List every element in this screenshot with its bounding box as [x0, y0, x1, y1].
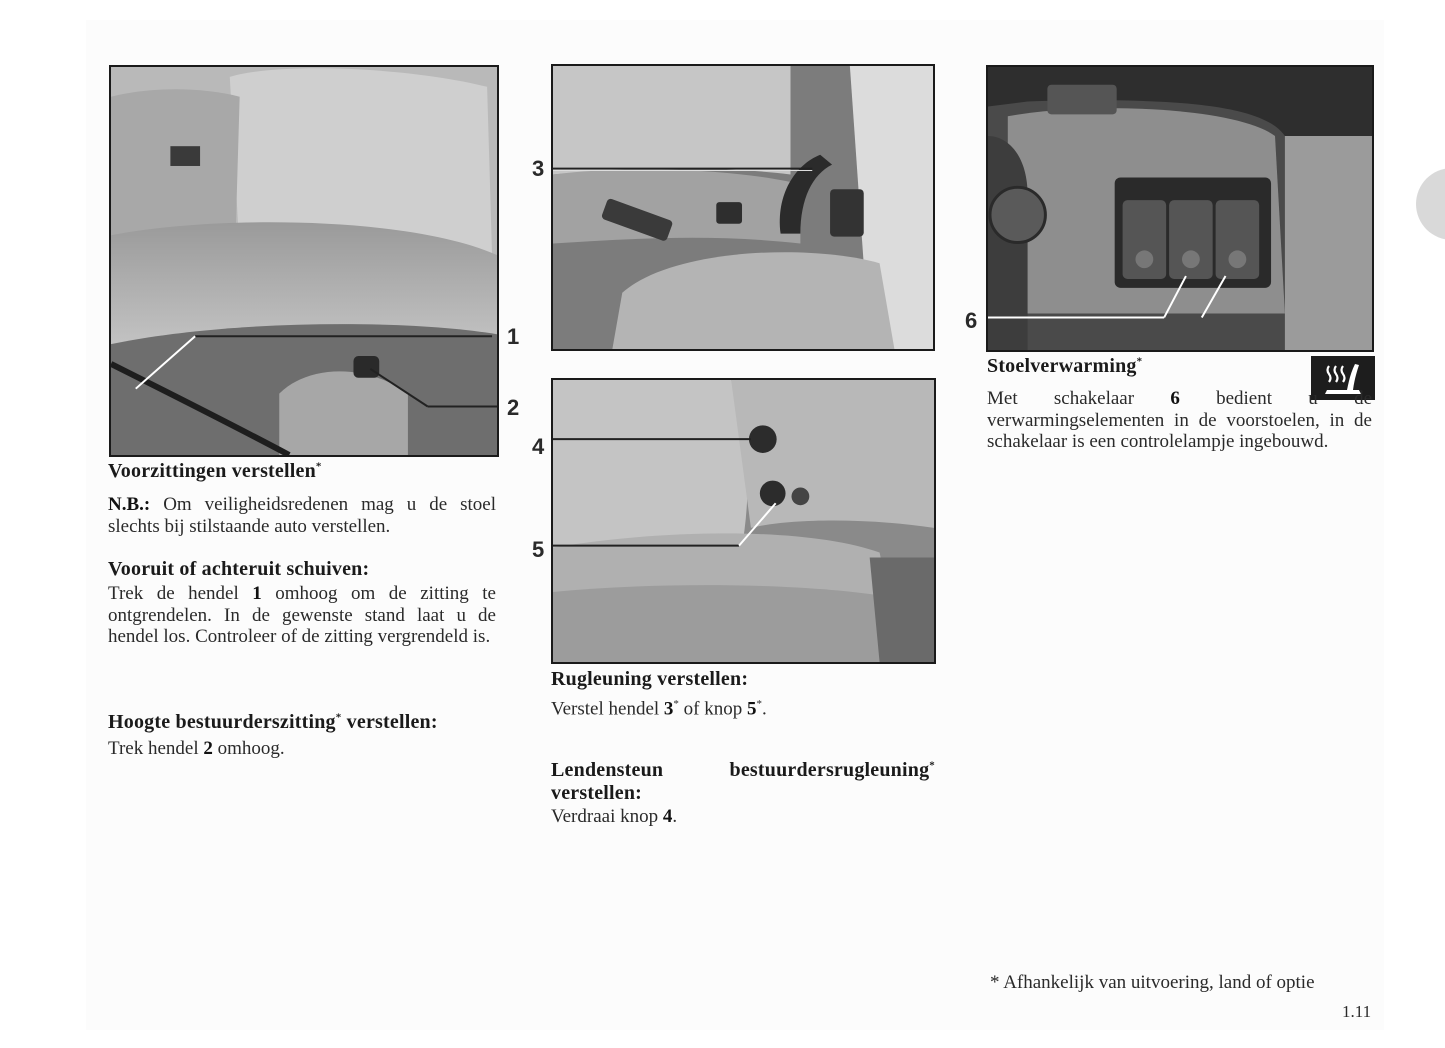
height-text: Trek hendel 2 omhoog.	[108, 738, 285, 759]
page-number: 1.11	[1342, 1002, 1372, 1021]
heating-switch-photo	[986, 65, 1374, 352]
callout-6: 6	[965, 308, 978, 333]
callout-3: 3	[532, 156, 545, 181]
section-tab	[1416, 168, 1445, 240]
slide-text: Trek de hendel 1 omhoog om de zitting te ontgrendelen. In de gewenste stand laat u de hendel los. Controleer of de zitting vergrendeld is.	[108, 583, 496, 647]
backrest-heading: Rugleuning verstellen:	[551, 668, 749, 690]
slide-heading: Vooruit of achteruit schuiven:	[108, 558, 370, 580]
lumbar-heading: Lendensteun bestuurdersrugleuning* verstellen:	[551, 759, 935, 804]
backrest-lever-photo	[551, 64, 935, 351]
backrest-text: Verstel hendel 3* of knop 5*.	[551, 698, 767, 720]
footnote: * Afhankelijk van uitvoering, land of optie	[990, 972, 1315, 993]
seats-note: N.B.: Om veiligheidsredenen mag u de stoel slechts bij stilstaande auto verstellen.	[108, 494, 496, 537]
callout-5: 5	[532, 537, 545, 562]
lumbar-text: Verdraai knop 4.	[551, 806, 678, 827]
height-heading: Hoogte bestuurderszitting* verstellen:	[108, 711, 438, 733]
seat-photo	[109, 65, 499, 457]
heating-heading: Stoelverwarming*	[987, 355, 1143, 377]
lumbar-knob-photo	[551, 378, 936, 664]
heating-text: Met schakelaar 6 bedient u de verwarmingselementen in de voorstoelen, in de schakelaar is een controlelampje ingebouwd.	[987, 388, 1373, 452]
seats-heading: Voorzittingen verstellen*	[108, 460, 322, 482]
callout-1: 1	[507, 324, 520, 349]
callout-2: 2	[507, 395, 520, 420]
callout-4: 4	[532, 434, 545, 459]
